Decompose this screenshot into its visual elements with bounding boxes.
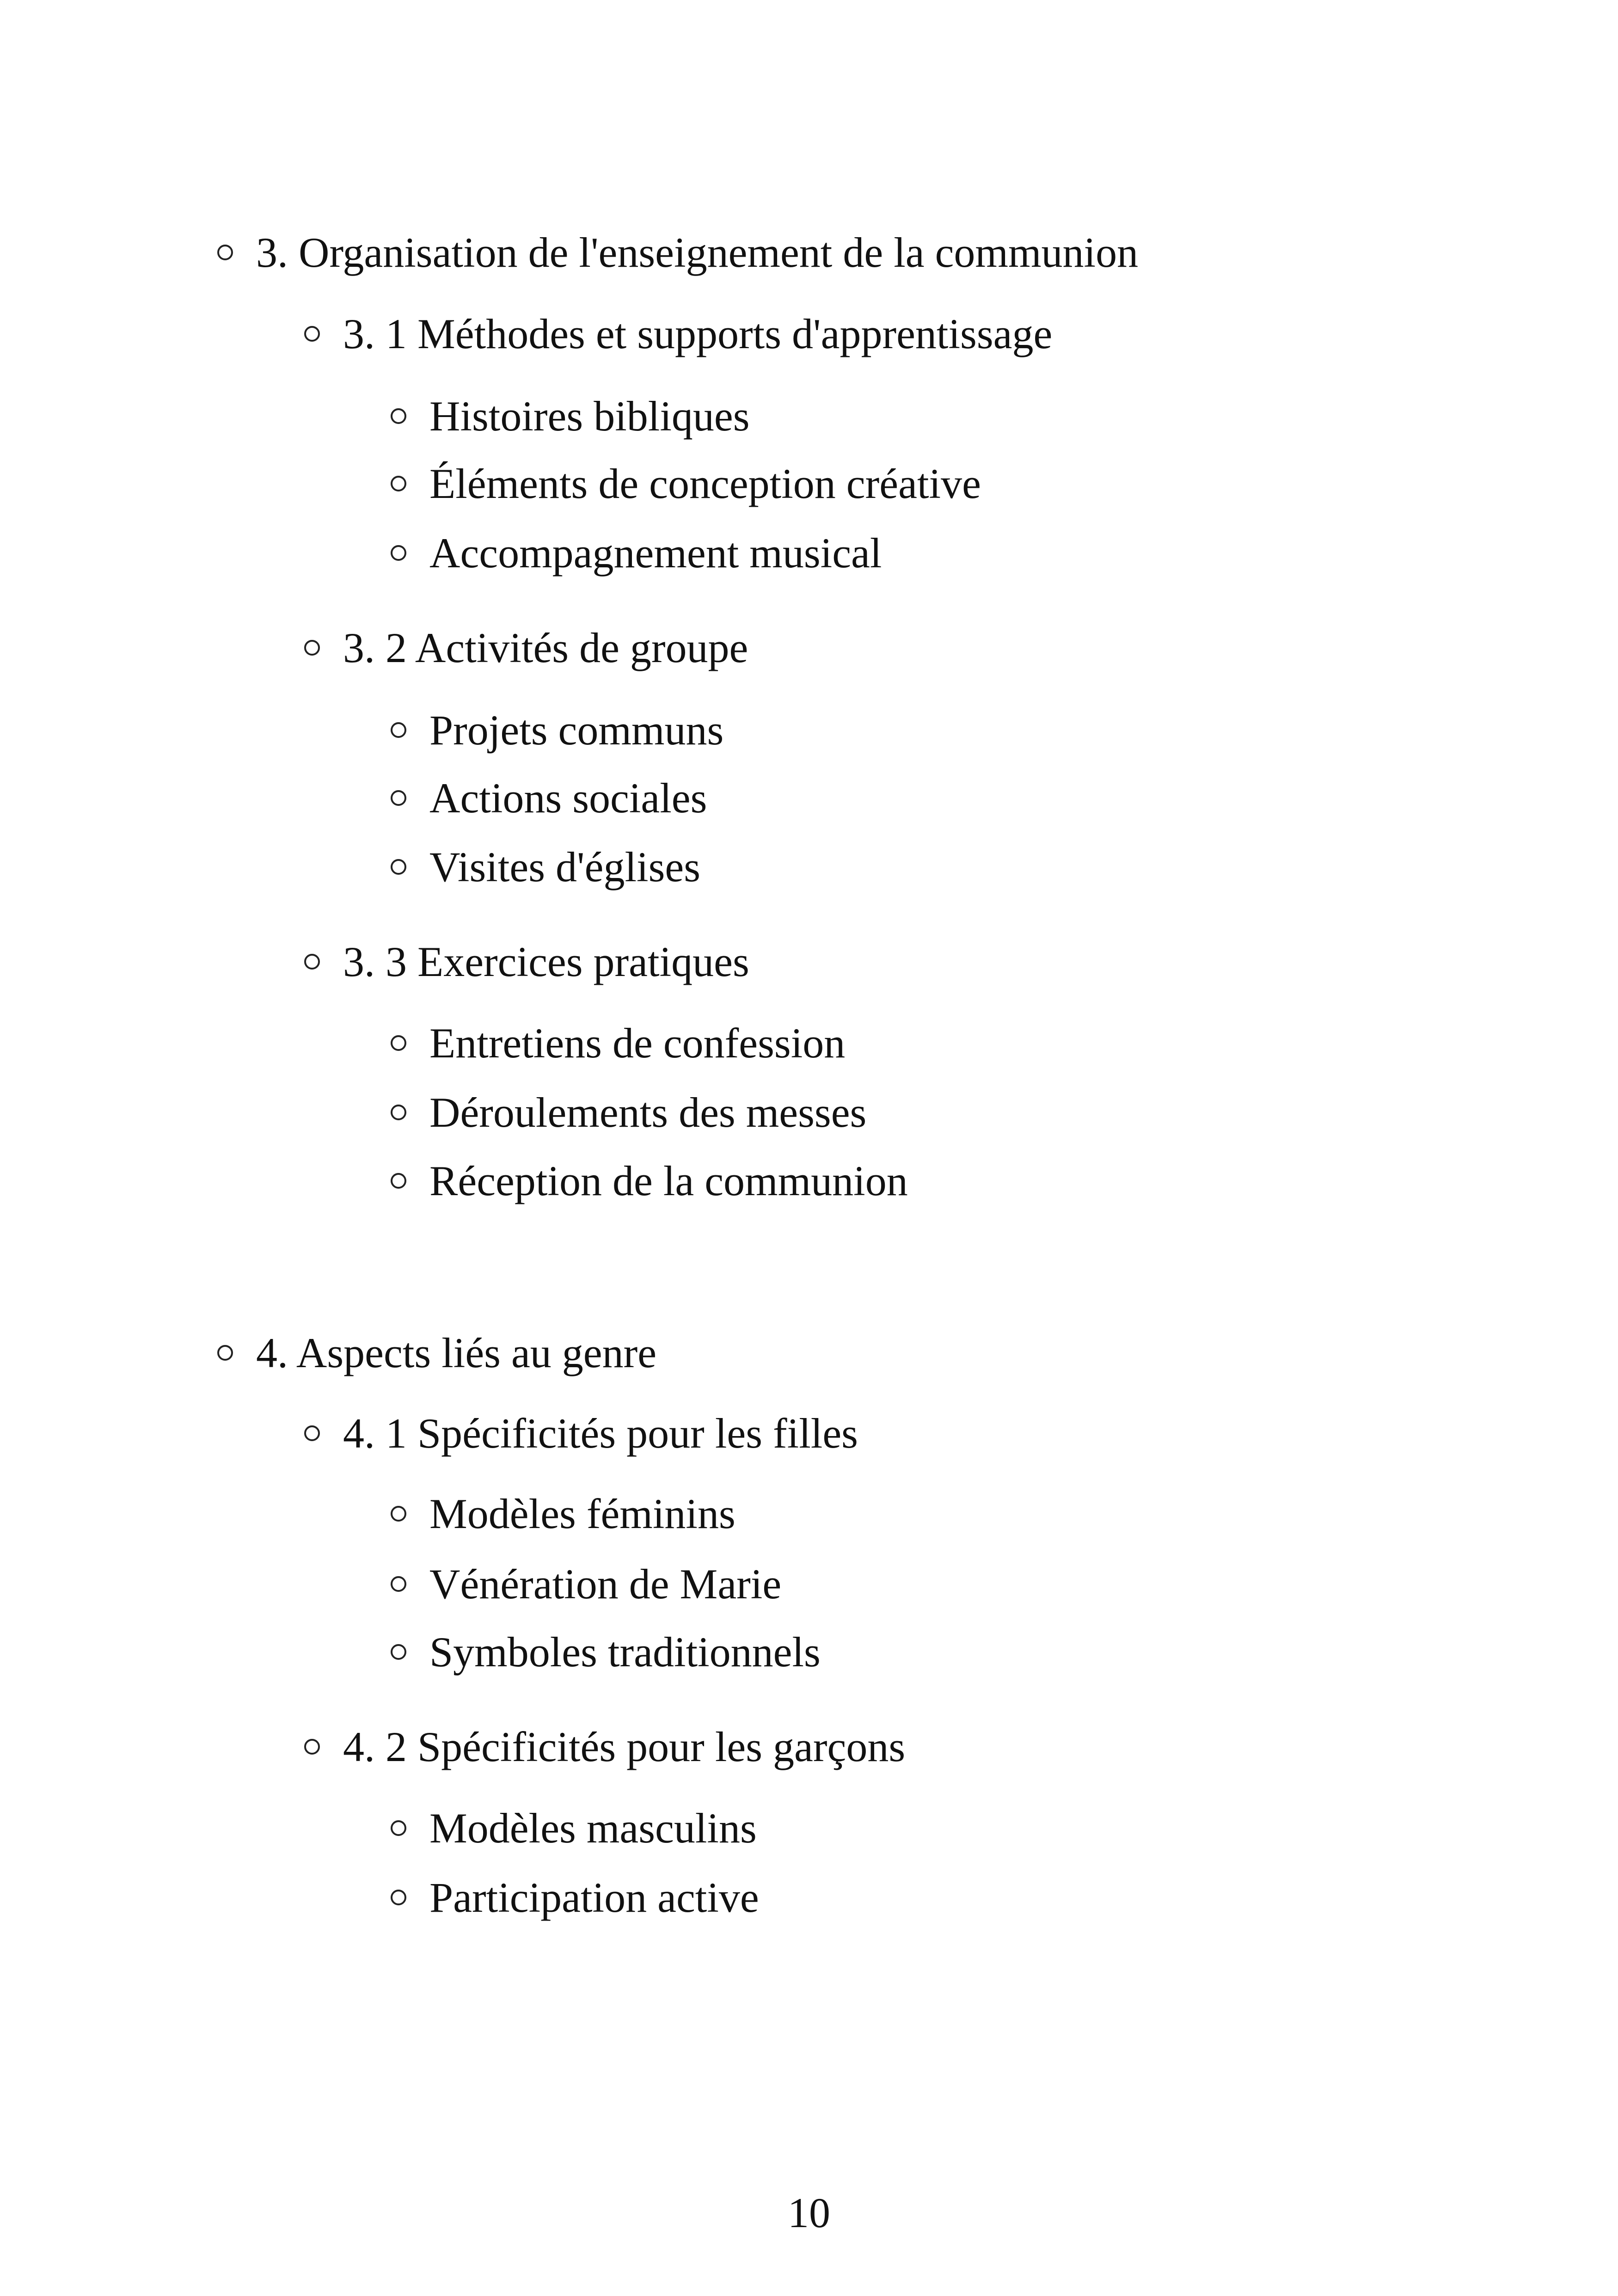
outline-section-3 [217,231,1138,274]
outline-item [391,1019,846,1067]
outline-item-label: Entretiens de confession [429,1019,846,1067]
outline-item [391,1157,908,1204]
outline-item-label: Réception de la communion [429,1157,908,1204]
hollow-circle-bullet-icon [304,640,320,656]
outline-item [391,462,981,505]
hollow-circle-bullet-icon [391,1644,406,1660]
section-title: 3. Organisation de l'enseignement de la communion [256,229,1139,276]
outline-item-label: Visites d'églises [429,843,701,890]
outline-item [391,1492,735,1535]
outline-item-label: Déroulements des messes [429,1089,867,1136]
outline-item [391,1091,866,1134]
outline-item [391,774,707,822]
subsection-title: 3. 3 Exercices pratiques [343,938,749,985]
section-title: 4. Aspects liés au genre [256,1329,657,1376]
outline-subsection-4-1 [304,1412,858,1455]
outline-item-label: Accompagnement musical [429,529,882,577]
outline-item [391,1876,759,1919]
outline-item [391,529,882,577]
subsection-title: 4. 2 Spécificités pour les garçons [343,1723,906,1770]
hollow-circle-bullet-icon [391,1576,406,1592]
hollow-circle-bullet-icon [391,1506,406,1522]
outline-item-label: Projets communs [429,706,724,754]
outline-item [391,1805,757,1852]
outline-item-label: Participation active [429,1874,759,1921]
outline-item-label: Vénération de Marie [429,1560,782,1608]
hollow-circle-bullet-icon [391,476,406,491]
hollow-circle-bullet-icon [391,1890,406,1905]
subsection-title: 3. 2 Activités de groupe [343,624,748,671]
page-number: 10 [788,2189,830,2236]
hollow-circle-bullet-icon [391,722,406,738]
outline-subsection-3-3 [304,940,749,983]
subsection-title: 4. 1 Spécificités pour les filles [343,1410,858,1457]
hollow-circle-bullet-icon [217,1345,233,1361]
outline-subsection-4-2 [304,1725,905,1768]
outline-item-label: Symboles traditionnels [429,1628,821,1676]
hollow-circle-bullet-icon [391,545,406,561]
hollow-circle-bullet-icon [391,859,406,875]
outline-item [391,1560,782,1608]
hollow-circle-bullet-icon [304,326,320,342]
hollow-circle-bullet-icon [391,1820,406,1836]
outline-item-label: Modèles féminins [429,1490,735,1537]
outline-subsection-3-2 [304,626,748,669]
outline-section-4 [217,1329,657,1376]
hollow-circle-bullet-icon [391,1105,406,1120]
outline-item-label: Éléments de conception créative [429,460,981,507]
subsection-title: 3. 1 Méthodes et supports d'apprentissage [343,310,1053,357]
hollow-circle-bullet-icon [217,245,233,260]
hollow-circle-bullet-icon [391,1173,406,1189]
hollow-circle-bullet-icon [391,408,406,424]
hollow-circle-bullet-icon [391,790,406,806]
outline-item-label: Modèles masculins [429,1805,757,1852]
hollow-circle-bullet-icon [304,1425,320,1441]
outline-subsection-3-1 [304,310,1053,357]
outline-item [391,706,724,754]
outline-item [391,1628,821,1676]
hollow-circle-bullet-icon [304,1739,320,1755]
outline-item [391,393,750,440]
hollow-circle-bullet-icon [391,1035,406,1051]
outline-item-label: Actions sociales [429,774,707,822]
hollow-circle-bullet-icon [304,954,320,970]
outline-item-label: Histoires bibliques [429,393,750,440]
outline-item [391,843,701,890]
